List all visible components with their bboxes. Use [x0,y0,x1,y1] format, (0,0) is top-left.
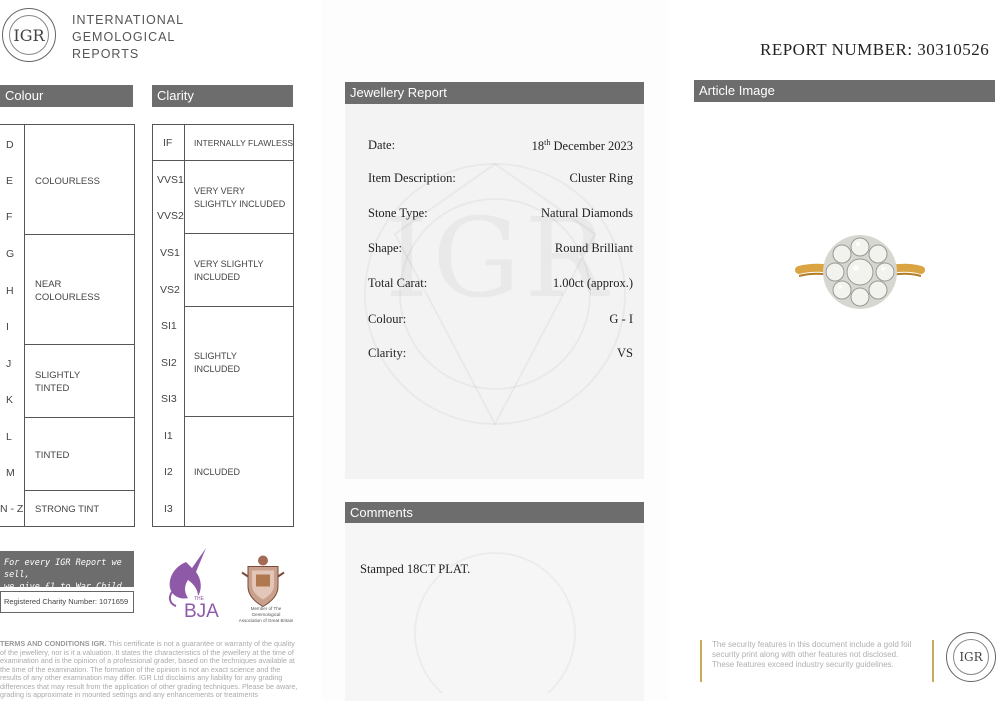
field-label: Shape: [368,241,403,255]
clarity-grade: I3 [164,503,173,515]
clarity-divider [184,124,185,527]
terms-and-conditions [0,640,298,700]
field-label: Date: [368,138,396,152]
colour-grade: G [6,248,15,260]
igr-logo-monogram: IGR [9,15,49,55]
clarity-grade: SI2 [161,357,177,369]
charity-line-2: we give £1 to War Child [4,582,122,592]
colour-header: Colour [0,85,133,107]
bja-the: THE [194,596,204,602]
security-features-text: The security features in this document include a gold foil security print along with other features not disclosed. These features exceed industry security guidelines. [712,640,912,669]
colour-grade: J [6,358,12,370]
gem-association-caption: Member of The Gemmological Association of Great Britain [238,606,294,623]
clarity-grade: SI1 [161,320,177,332]
colour-grade: M [6,467,15,479]
bja-text: BJA [184,601,219,620]
clarity-grade: VVS1 [157,174,184,186]
comment-text: Stamped 18CT PLAT. [360,562,471,576]
field-value: VS [617,346,633,360]
colour-grade: H [6,285,14,297]
clarity-group-label: SLIGHTLY INCLUDED [194,351,241,374]
colour-grade: I [6,321,9,333]
clarity-grade: VS1 [160,247,180,259]
clarity-grade: I1 [164,430,173,442]
colour-grade: L [6,431,12,443]
colour-group-label: NEAR COLOURLESS [35,279,100,303]
report-number: REPORT NUMBER: 30310526 [760,40,990,59]
charity-line-1: For every IGR Report we sell, [4,558,122,580]
clarity-group-label: INCLUDED [194,467,241,477]
field-value-date: 18th December 2023 [531,138,633,154]
field-label: Clarity: [368,346,407,360]
field-value: 1.00ct (approx.) [552,276,633,290]
colour-group-line [24,234,134,235]
clarity-group-label: VERY VERY SLIGHTLY INCLUDED [194,186,286,209]
colour-grade: K [6,394,14,406]
igr-logo-small-monogram: IGR [953,639,989,675]
colour-group-label: STRONG TINT [35,504,100,515]
clarity-group-label: INTERNALLY FLAWLESS [194,138,294,148]
logo-line-2: GEMOLOGICAL [72,30,176,44]
colour-group-line [24,344,134,345]
field-value: Round Brilliant [554,241,633,255]
charity-message [0,551,134,592]
cluster-ring-image [795,232,925,322]
clarity-group-line [184,233,294,234]
article-image-header: Article Image [694,80,995,102]
terms-heading: TERMS AND CONDITIONS IGR. [0,639,107,648]
field-label: Total Carat: [368,276,428,290]
report-details-box [345,104,644,479]
clarity-group-line [184,306,294,307]
grading-scales-panel [0,0,322,701]
colour-grade: F [6,211,13,223]
clarity-grade: VS2 [160,284,180,296]
field-label: Item Description: [368,171,456,185]
clarity-group-label: VERY SLIGHTLY INCLUDED [194,259,264,282]
igr-logo-text [72,12,184,63]
gold-foil-line-right [932,640,934,682]
clarity-grade: IF [163,137,173,149]
field-value: G - I [609,312,633,326]
clarity-grade: I2 [164,466,173,478]
igr-logo-small [946,632,996,682]
logo-line-3: REPORTS [72,47,140,61]
field-label: Stone Type: [368,206,428,220]
comments-box [345,523,644,701]
colour-group-line [24,490,134,491]
clarity-grade: VVS2 [157,210,184,222]
bja-unicorn-logo [158,540,230,620]
colour-grade: D [6,139,14,151]
colour-group-label: COLOURLESS [35,176,100,187]
igr-logo [2,8,56,62]
colour-grade: N - Z [0,503,24,515]
charity-number: Registered Charity Number: 1071659 [0,591,134,613]
gold-foil-line-left [700,640,702,682]
clarity-row-line [152,160,294,161]
clarity-grade: SI3 [161,393,177,405]
field-label: Colour: [368,312,407,326]
colour-group-line [24,417,134,418]
terms-body: This certificate is not a guarantee or warranty of the quality of the jewellery, nor is it a valuation. It states the characteristics of the jewellery at the time of examination and is the opinion of a professional grader, based on the techniques available at the time of the examination. The formation of the opinion is not an exact science and the results of any other examination may differ. IGR Ltd disclaims any liability for any grading differences that may result from the application of other grading techniques. Please be aware, grading is approximate in mounted settings and any enhancements or treatments [0,639,298,699]
comments-header: Comments [345,502,644,524]
colour-group-label: TINTED [35,450,70,461]
logo-line-1: INTERNATIONAL [72,13,185,27]
colour-grade: E [6,175,14,187]
clarity-group-line [184,416,294,417]
field-value: Cluster Ring [569,171,633,185]
field-value: Natural Diamonds [541,206,633,220]
jewellery-report-header: Jewellery Report [345,82,644,104]
article-image-panel [668,0,1000,701]
clarity-header: Clarity [152,85,293,107]
colour-group-label: SLIGHTLY TINTED [35,370,81,394]
colour-divider [24,124,25,527]
